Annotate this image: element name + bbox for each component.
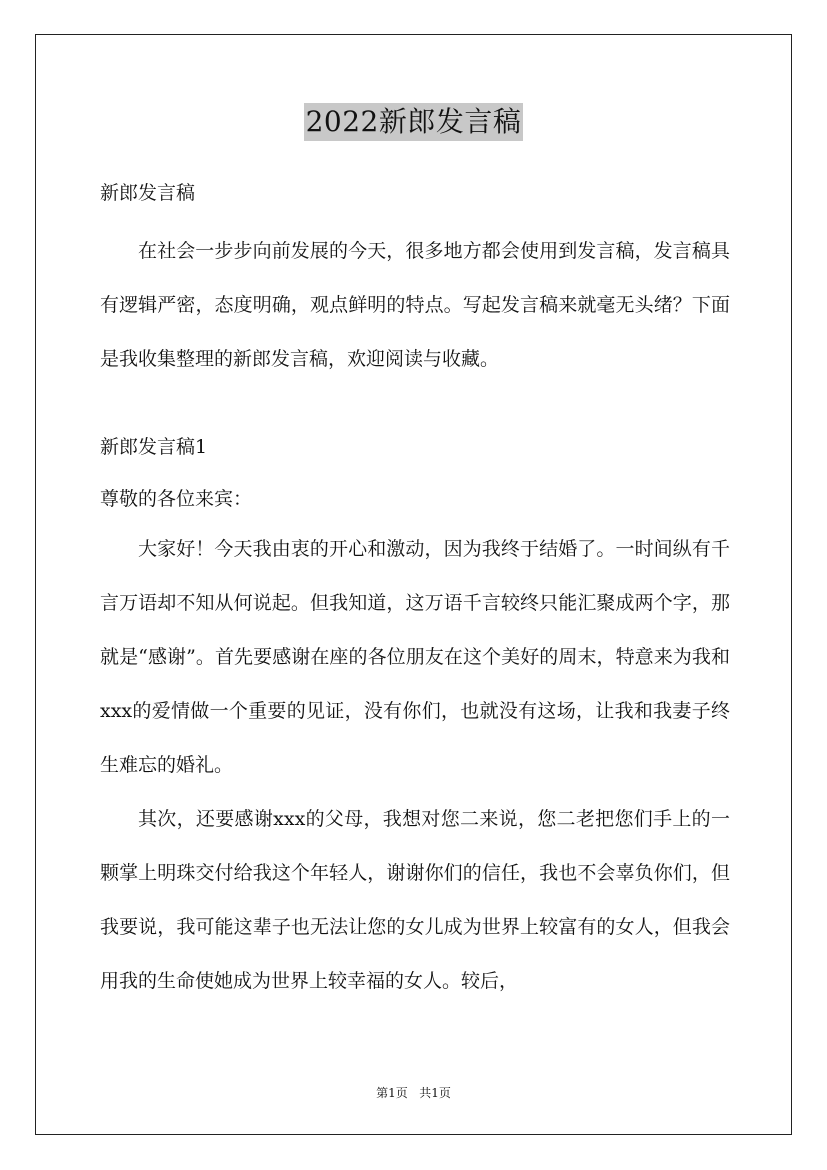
intro-paragraph: 在社会一步步向前发展的今天，很多地方都会使用到发言稿，发言稿具有逻辑严密，态度明确，观点鲜明的特点。写起发言稿来就毫无头绪？下面是我收集整理的新郎发言稿，欢迎阅读与收藏。 [100, 240, 730, 370]
page-footer [0, 1086, 827, 1100]
page-number: 第1页 [376, 1086, 408, 1100]
salutation: 尊敬的各位来宾： [100, 488, 253, 510]
document-title: 2022新郎发言稿 [304, 103, 524, 141]
body-paragraph-2: 其次，还要感谢xxx的父母，我想对您二来说，您二老把您们手上的一颗掌上明珠交付给我这个年轻人，谢谢你们的信任，我也不会辜负你们，但我要说，我可能这辈子也无法让您的女儿成为世界上较富有的女人，但我会用我的生命使她成为世界上较幸福的女人。较后， [100, 808, 730, 992]
page-total: 共1页 [419, 1086, 451, 1100]
body-paragraph-1: 大家好！今天我由衷的开心和激动，因为我终于结婚了。一时间纵有千言万语却不知从何说起。但我知道，这万语千言较终只能汇聚成两个字，那就是“感谢”。首先要感谢在座的各位朋友在这个美好的周末，特意来为我和xxx的爱情做一个重要的见证，没有你们，也就没有这场，让我和我妻子终生难忘的婚礼。 [100, 538, 730, 776]
document-subtitle: 新郎发言稿 [100, 182, 196, 204]
title-container [0, 103, 827, 141]
section-heading: 新郎发言稿1 [100, 436, 208, 458]
document-body [100, 174, 730, 1008]
